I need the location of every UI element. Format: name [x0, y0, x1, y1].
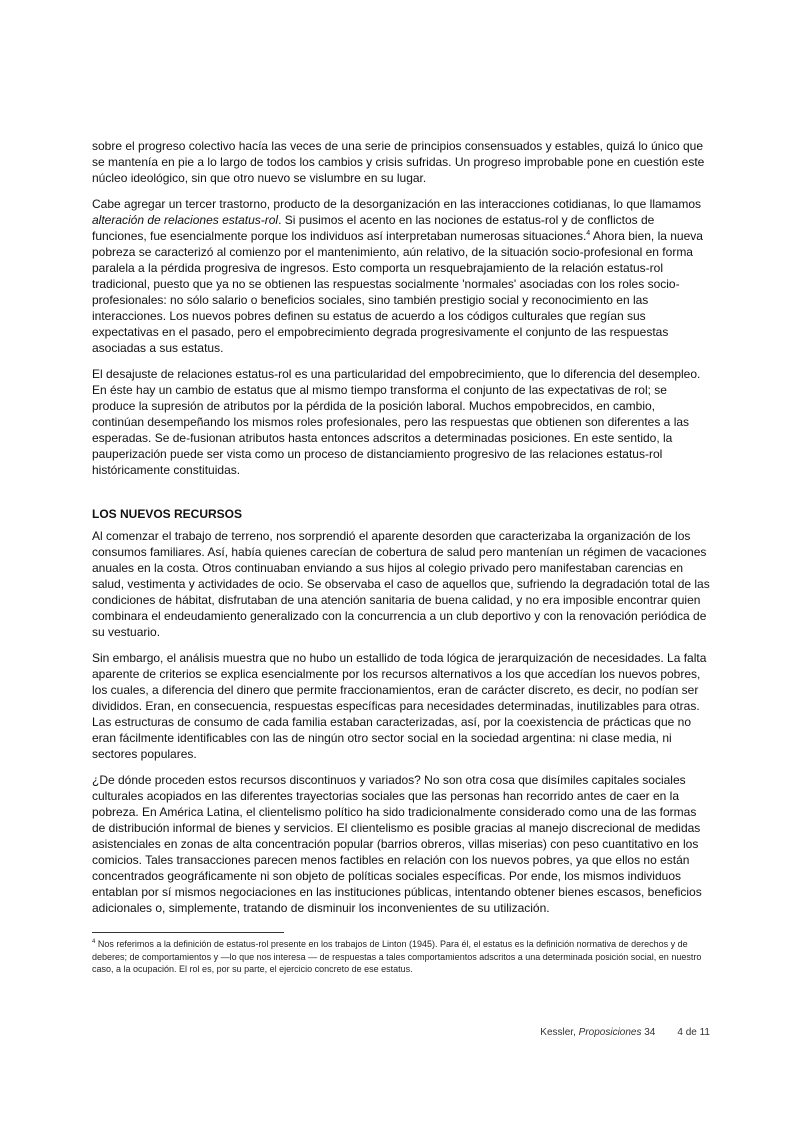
footnote	[92, 938, 704, 976]
footer-journal: Proposiciones	[578, 1027, 642, 1038]
emphasis-term: alteración de relaciones estatus-rol	[92, 213, 279, 227]
text-run: Cabe agregar un tercer trastorno, producto de la desorganización en las interacciones cotidianas, lo que llamamos	[92, 197, 702, 211]
footer-author: Kessler,	[540, 1027, 579, 1038]
footnote-ref[interactable]: 4	[586, 230, 591, 237]
section-heading: LOS NUEVOS RECURSOS	[92, 507, 243, 521]
footnote-divider	[92, 932, 284, 933]
text-run: Ahora bien, la nueva pobreza se caracterizó al comienzo por el mantenimiento, aún relativo, de la situación socio-profesional en forma paralela a la pérdida progresiva de ingresos. Esto comporta un resquebrajamiento de la relación estatus-rol tradicional, puesto que ya no se obtienen las respuestas socialmente 'normales' asociadas con los roles socio-profesionales: no sólo salario o beneficios sociales, sino también prestigio social y reconocimiento en las interacciones. Los nuevos pobres definen su estatus de acuerdo a los códigos culturales que regían sus expectativas en el pasado, pero el empobrecimiento degrada progresivamente el conjunto de las respuestas asociadas a sus estatus.	[92, 229, 703, 355]
footnote-text: Nos referimos a la definición de estatus-rol presente en los trabajos de Linton (1945). Para él, el estatus es la definición normativa de derechos y de deberes; de comportamientos y —lo que nos interesa — de respuestas a tales comportamientos adscritos a una determinada posición social, en nuestro caso, a la ocupación. El rol es, por su parte, el ejercicio concreto de ese estatus.	[92, 939, 702, 974]
footer-issue: 34	[641, 1027, 656, 1038]
paragraph-desajuste: El desajuste de relaciones estatus-rol es una particularidad del empobrecimiento, que lo diferencia del desempleo. En éste hay un cambio de estatus que al mismo tiempo transforma el conjunto de las expectativas de rol; se produce la supresión de atributos por la pérdida de la posición laboral. Muchos empobrecidos, en cambio, continúan desempeñando los mismos roles profesionales, pero las respuestas que obtienen son diferentes a las esperadas. Se de-fusionan atributos hasta entonces adscritos a determinadas posiciones. En este sentido, la pauperización puede ser vista como un proceso de distanciamiento progresivo de las relaciones estatus-rol históricamente constituidas.	[92, 367, 701, 477]
footnote-number: 4	[92, 939, 96, 945]
paragraph-recursos: ¿De dónde proceden estos recursos discontinuos y variados? No son otra cosa que disímiles capitales sociales culturales acopiados en las diferentes trayectorias sociales que las personas han recorrido antes de caer en la pobreza. En América Latina, el clientelismo político ha sido tradicionalmente considerado como una de las formas de distribución informal de bienes y servicios. El clientelismo es posible gracias al manejo discrecional de medidas asistenciales en zonas de alta concentración popular (barrios obreros, villas miserias) con peso cuantitativo en los comicios. Tales transacciones parecen menos factibles en relación con los nuevos pobres, ya que ellos no están concentrados geográficamente ni son objeto de políticas sociales específicas. Por ende, los mismos individuos entablan por sí mismos negociaciones en las instituciones públicas, intentando obtener bienes escasos, beneficios adicionales o, simplemente, tratando de disminuir los inconvenientes de su utilización.	[92, 773, 702, 915]
paragraph-progreso: sobre el progreso colectivo hacía las veces de una serie de principios consensuados y estables, quizá lo único que se mantenía en pie a lo largo de todos los cambios y crisis sufridas. Un progreso improbable pone en cuestión este núcleo ideológico, sin que otro nuevo se vislumbre en su lugar.	[92, 139, 705, 185]
text-run: . Si pusimos el acento en las nociones de estatus-rol y de conflictos de funciones, fue esencialmente porque los individuos así interpretaban numerosas situaciones.	[92, 213, 655, 243]
page-footer	[480, 1027, 710, 1038]
paragraph-analisis: Sin embargo, el análisis muestra que no hubo un estallido de toda lógica de jerarquización de necesidades. La falta aparente de criterios se explica esencialmente por los recursos alternativos a los que accedían los nuevos pobres, los cuales, a diferencia del dinero que permite fraccionamientos, eran de carácter discreto, es decir, no podían ser divididos. Eran, en consecuencia, respuestas específicas para necesidades determinadas, inutilizables para otras. Las estructuras de consumo de cada familia estaban caracterizadas, así, por la coexistencia de prácticas que no eran fácilmente identificables con las de ningún otro sector social en la sociedad argentina: ni clase media, ni sectores populares.	[92, 651, 707, 761]
paragraph-estatus-rol	[92, 196, 710, 356]
document-body	[92, 138, 710, 916]
page-number: 4 de 11	[677, 1027, 710, 1038]
paragraph-trabajo-terreno: Al comenzar el trabajo de terreno, nos sorprendió el aparente desorden que caracterizaba la organización de los consumos familiares. Así, había quienes carecían de cobertura de salud pero mantenían un régimen de vacaciones anuales en la costa. Otros continuaban enviando a sus hijos al colegio privado pero manifestaban carencias en salud, vestimenta y actividades de ocio. Se observaba el caso de aquellos que, sufriendo la degradación total de las condiciones de hábitat, disfrutaban de una atención sanitaria de buena calidad, y no era imposible encontrar quien combinara el endeudamiento generalizado con la concurrencia a un club deportivo y con la renovación periódica de su vestuario.	[92, 529, 710, 639]
